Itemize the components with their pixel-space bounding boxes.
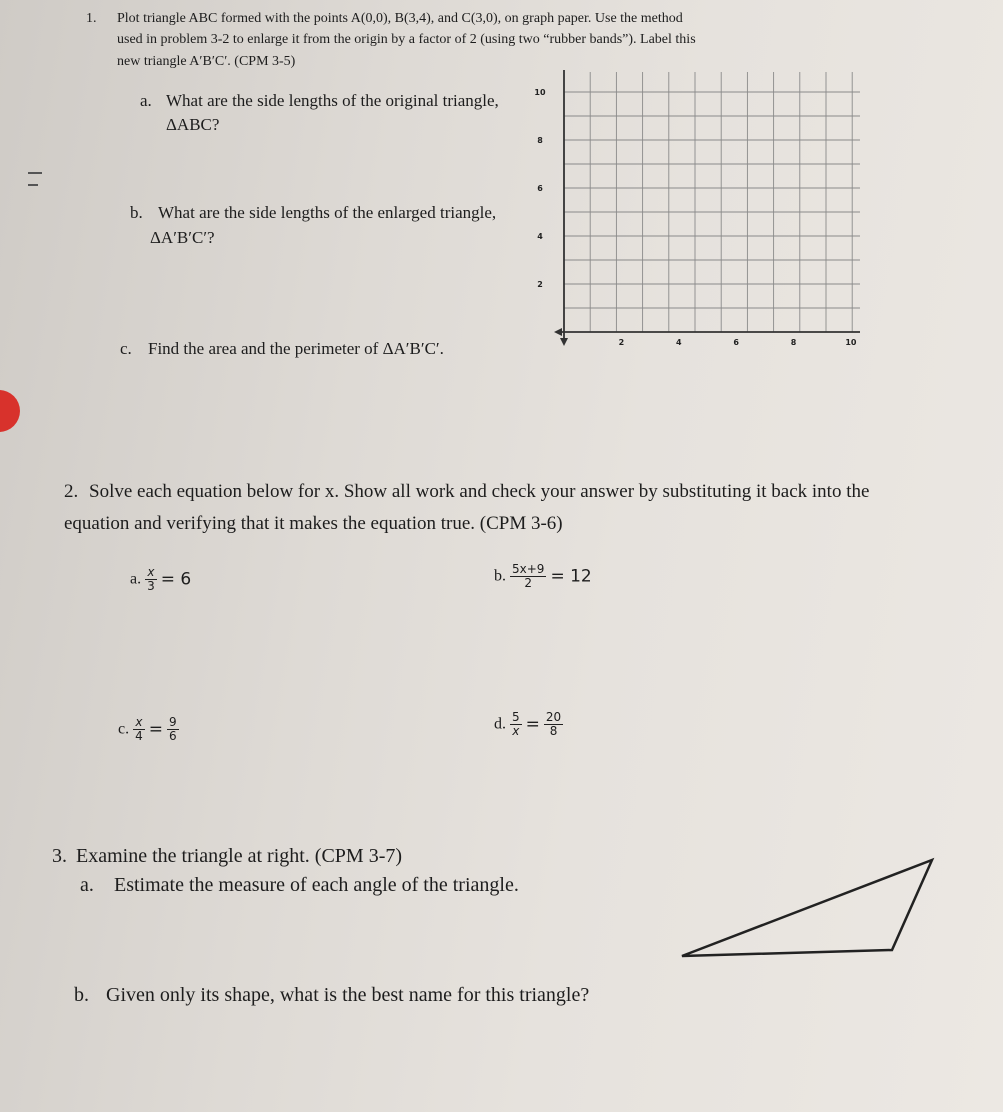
y-tick-label: 8: [537, 136, 543, 145]
equation-b-letter: b.: [494, 567, 506, 585]
problem-2-line-1: Solve each equation below for x. Show all work and check your answer by substituting it back into the: [89, 481, 870, 502]
problem-3-title: Examine the triangle at right. (CPM 3-7): [76, 845, 403, 867]
problem-3b-letter: b.: [74, 984, 89, 1006]
y-tick-labels: [534, 88, 546, 289]
equation-a: [130, 566, 191, 593]
equation-d-numerator: 5: [512, 710, 520, 724]
equation-b: [494, 563, 592, 590]
y-tick-label: 10: [534, 88, 546, 97]
x-tick-label: 4: [675, 338, 682, 347]
problem-3a-text: Estimate the measure of each angle of the triangle.: [114, 874, 519, 896]
axis-arrow: [560, 338, 568, 346]
triangle-shape: [682, 860, 932, 956]
equation-d-denominator-2: 8: [549, 724, 558, 738]
equation-c-denominator-2: 6: [169, 729, 177, 743]
equation-d-denominator: x: [512, 724, 520, 738]
problem-1b-letter: b.: [130, 203, 143, 222]
equation-d: [494, 711, 563, 738]
equation-c: [118, 716, 179, 743]
problem-1a-line-2: ΔABC?: [166, 115, 220, 134]
problem-3-number: 3.: [52, 845, 67, 867]
equation-c-numerator: x: [133, 716, 145, 730]
graph-paper: [520, 70, 860, 360]
problem-1-number: 1.: [86, 11, 97, 26]
x-tick-label: 8: [790, 338, 797, 347]
equation-c-equals: =: [148, 719, 163, 740]
problem-2-number: 2.: [64, 481, 79, 502]
equation-a-numerator: x: [145, 566, 157, 580]
problem-2-line-2: equation and verifying that it makes the equation true. (CPM 3-6): [64, 513, 563, 534]
margin-mark: [28, 172, 42, 174]
y-tick-label: 4: [537, 232, 543, 241]
x-tick-label: 2: [618, 338, 625, 347]
equation-d-numerator-2: 20: [545, 710, 562, 724]
equation-c-denominator: 4: [135, 729, 143, 743]
y-tick-label: 6: [537, 184, 543, 193]
equation-b-rhs: = 12: [550, 566, 592, 587]
y-tick-label: 2: [537, 280, 543, 289]
obtuse-triangle-figure: [670, 850, 950, 965]
problem-1b-line-2: ΔA′B′C′?: [150, 228, 215, 247]
grid-lines: [564, 70, 860, 332]
equation-b-numerator: 5x+9: [512, 562, 545, 576]
problem-1c-text: Find the area and the perimeter of ΔA′B′C′.: [148, 339, 444, 358]
red-dot-mark: [0, 390, 20, 432]
equation-a-denominator: 3: [147, 579, 155, 593]
x-tick-label: 10: [845, 338, 857, 347]
problem-1c-letter: c.: [120, 339, 132, 358]
axes: [554, 70, 860, 346]
problem-1a-line-1: What are the side lengths of the original triangle,: [166, 91, 499, 110]
margin-mark: [28, 184, 38, 186]
equation-b-denominator: 2: [524, 576, 533, 590]
problem-1-line-1: Plot triangle ABC formed with the points A(0,0), B(3,4), and C(3,0), on graph paper. Use the method: [117, 11, 683, 26]
problem-1b-line-1: What are the side lengths of the enlarged triangle,: [158, 203, 497, 222]
equation-a-rhs: = 6: [160, 569, 192, 590]
problem-3a-letter: a.: [80, 874, 94, 896]
x-tick-label: 6: [733, 338, 739, 347]
axis-arrow: [554, 328, 562, 336]
equation-d-letter: d.: [494, 715, 506, 733]
problem-1-line-2: used in problem 3-2 to enlarge it from the origin by a factor of 2 (using two “rubber bands”). Label this: [117, 32, 696, 47]
equation-d-equals: =: [525, 714, 540, 735]
equation-a-letter: a.: [130, 570, 142, 588]
problem-3b-text: Given only its shape, what is the best name for this triangle?: [106, 984, 590, 1006]
problem-1-line-3: new triangle A′B′C′. (CPM 3-5): [117, 54, 296, 69]
equation-c-numerator-2: 9: [169, 715, 177, 729]
problem-1a-letter: a.: [140, 91, 152, 110]
equation-c-letter: c.: [118, 720, 130, 738]
x-tick-labels: [619, 338, 857, 347]
